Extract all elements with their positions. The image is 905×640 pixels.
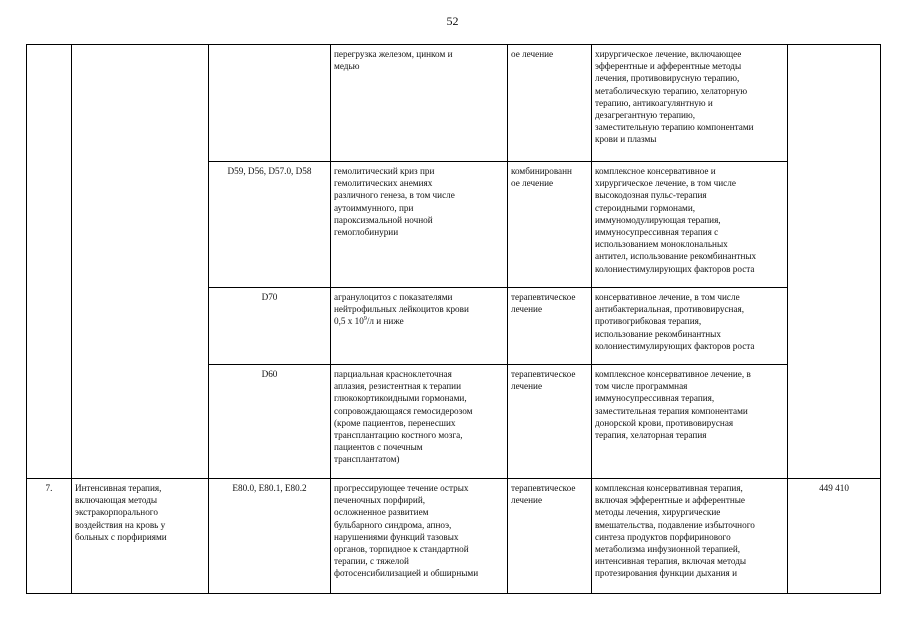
treatment-method-cell: консервативное лечение, в том числе антибактериальная, противовирусная, противогрибковая терапия, использование рекомбинантных колониестимулирующих факторов роста [592,288,788,365]
table-row [27,479,881,594]
table-row [27,45,881,162]
treatment-type-cell: терапевтическое лечение [508,365,592,479]
care-name-cell: Интенсивная терапия, включающая методы экстракорпорального воздействия на кровь у больных с порфириями [72,479,209,594]
patient-model-cell [331,288,508,365]
price-cell [788,45,881,479]
patient-model-cell: перегрузка железом, цинком и медью [331,45,508,162]
page-number: 52 [446,14,459,28]
care-name-cell [72,45,209,479]
treatment-method-cell: хирургическое лечение, включающее эфферентные и афферентные методы лечения, противовирусную терапию, метаболическую терапию, хелаторную терапию, антикоагулянтную и дезагрегантную терапию, заместительную терапию компонентами крови и плазмы [592,45,788,162]
price-cell: 449 410 [788,479,881,594]
patient-model-unit: /л и ниже [366,316,404,327]
icd-codes-cell: D70 [209,288,331,365]
icd-codes-cell: E80.0, E80.1, E80.2 [209,479,331,594]
icd-codes-cell: D59, D56, D57.0, D58 [209,162,331,288]
icd-codes-cell [209,45,331,162]
treatment-type-cell: комбинированн ое лечение [508,162,592,288]
treatment-method-cell: комплексная консервативная терапия, включая эфферентные и афферентные методы лечения, хирургические вмешательства, подавление избыточного синтеза продуктов порфиринового метаболизма инфузионной терапией, интенсивная терапия, включая методы протезирования функции дыхания и [592,479,788,594]
row-number-cell: 7. [27,479,72,594]
medical-care-table [26,44,881,594]
treatment-method-cell: комплексное консервативное лечение, в том числе программная иммуносупрессивная терапия, заместительная терапия компонентами донорской крови, противовирусная терапия, хелаторная терапия [592,365,788,479]
treatment-method-cell: комплексное консервативное и хирургическое лечение, в том числе высокодозная пульс-терапия стероидными гормонами, иммуномодулирующая терапия, иммуносупрессивная терапия с использованием моноклональных антител, использование рекомбинантных колониестимулирующих факторов роста [592,162,788,288]
exponent: 9 [363,316,367,323]
treatment-type-cell: терапевтическое лечение [508,479,592,594]
patient-model-cell: прогрессирующее течение острых печеночных порфирий, осложненное развитием бульбарного синдрома, апноэ, нарушениями функций тазовых органов, торпидное к стандартной терапии, с тяжелой фотосенсибилизацией и обширными [331,479,508,594]
icd-codes-cell: D60 [209,365,331,479]
treatment-type-cell: терапевтическое лечение [508,288,592,365]
row-number-cell [27,45,72,479]
treatment-type-cell: ое лечение [508,45,592,162]
patient-model-cell: гемолитический криз при гемолитических анемиях различного генеза, в том числе аутоиммунного, при пароксизмальной ночной гемоглобинурии [331,162,508,288]
patient-model-text: агранулоцитоз с показателями нейтрофильных лейкоцитов крови 0,5 x 10 [334,292,469,327]
patient-model-cell: парциальная красноклеточная аплазия, резистентная к терапии глюкокортикоидными гормонами, сопровождающаяся гемосидерозом (кроме пациентов, перенесших трансплантацию костного мозга, пациентов с почечным трансплантатом) [331,365,508,479]
